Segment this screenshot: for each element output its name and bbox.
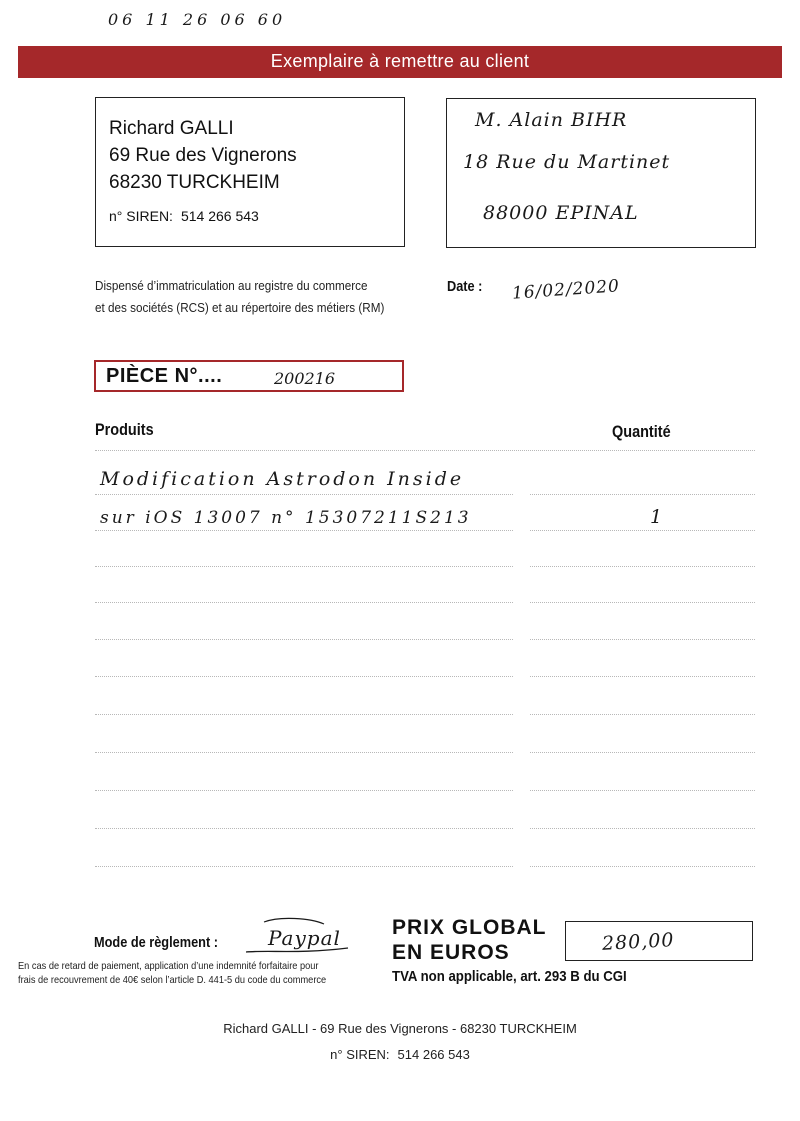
- ruled-line: [530, 866, 755, 867]
- ruled-line: [95, 714, 513, 715]
- footer-siren: [0, 1047, 800, 1062]
- table-row-product: sur iOS 13007 n° 15307211S213: [100, 508, 472, 528]
- vendor-name: Richard GALLI: [109, 118, 234, 139]
- footer-siren-label: n° SIREN:: [330, 1047, 390, 1062]
- banner-title: Exemplaire à remettre au client: [270, 51, 530, 71]
- ruled-line: [95, 752, 513, 753]
- table-row-quantity: 1: [650, 506, 664, 528]
- ruled-line: [95, 828, 513, 829]
- ruled-line: [530, 639, 755, 640]
- total-label-line1: PRIX GLOBAL: [392, 916, 547, 939]
- ruled-line: [530, 790, 755, 791]
- client-address-box: [446, 98, 756, 248]
- ruled-line: [530, 828, 755, 829]
- column-header-quantity: Quantité: [612, 422, 671, 441]
- total-label-line2: EN EUROS: [392, 941, 510, 964]
- ruled-line: [530, 602, 755, 603]
- ruled-line: [95, 790, 513, 791]
- ruled-line: [530, 714, 755, 715]
- vat-exemption-note: TVA non applicable, art. 293 B du CGI: [392, 968, 627, 985]
- total-amount-box: [565, 921, 753, 961]
- late-payment-notice-line2: frais de recouvrement de 40€ selon l’article D. 441-5 du code du commerce: [18, 974, 327, 986]
- vendor-street: 69 Rue des Vignerons: [109, 145, 297, 166]
- client-street: 18 Rue du Martinet: [463, 151, 671, 173]
- ruled-line: [95, 676, 513, 677]
- vendor-siren: [109, 208, 259, 224]
- exemption-note-line2: et des sociétés (RCS) et au répertoire des métiers (RM): [95, 300, 385, 315]
- ruled-line: [95, 866, 513, 867]
- late-payment-notice-line1: En cas de retard de paiement, application d’une indemnité forfaitaire pour: [18, 960, 319, 972]
- client-name: M. Alain BIHR: [475, 109, 628, 131]
- total-amount-value: 280,00: [601, 929, 676, 955]
- column-header-products: Produits: [95, 420, 154, 439]
- footer-siren-number: 514 266 543: [397, 1047, 470, 1062]
- vendor-address-box: [95, 97, 405, 247]
- ruled-line: [530, 530, 755, 531]
- handwritten-phone-number: 06 11 26 06 60: [108, 10, 287, 29]
- client-city: 88000 EPINAL: [483, 202, 639, 224]
- ruled-line: [95, 450, 755, 451]
- ruled-line: [530, 566, 755, 567]
- payment-signature-stroke: [240, 912, 360, 962]
- ruled-line: [95, 530, 513, 531]
- table-row-product: Modification Astrodon Inside: [100, 468, 465, 490]
- payment-mode-label: Mode de règlement :: [94, 934, 218, 951]
- ruled-line: [530, 494, 755, 495]
- ruled-line: [95, 602, 513, 603]
- ruled-line: [530, 676, 755, 677]
- date-label: Date :: [447, 278, 483, 295]
- ruled-line: [95, 494, 513, 495]
- ruled-line: [530, 752, 755, 753]
- vendor-siren-number: 514 266 543: [180, 208, 259, 224]
- ruled-line: [95, 639, 513, 640]
- vendor-siren-label: n° SIREN:: [109, 208, 173, 224]
- piece-number-value: 200216: [274, 369, 336, 388]
- piece-number-box: [94, 360, 404, 392]
- piece-number-label: PIÈCE N°....: [106, 365, 223, 387]
- vendor-city: 68230 TURCKHEIM: [109, 172, 280, 193]
- ruled-line: [95, 566, 513, 567]
- date-value: 16/02/2020: [511, 276, 621, 304]
- copy-banner: [18, 46, 782, 78]
- exemption-note-line1: Dispensé d’immatriculation au registre du commerce: [95, 278, 368, 293]
- footer-address: Richard GALLI - 69 Rue des Vignerons - 68230 TURCKHEIM: [223, 1021, 577, 1036]
- payment-mode-value: Paypal: [268, 926, 341, 950]
